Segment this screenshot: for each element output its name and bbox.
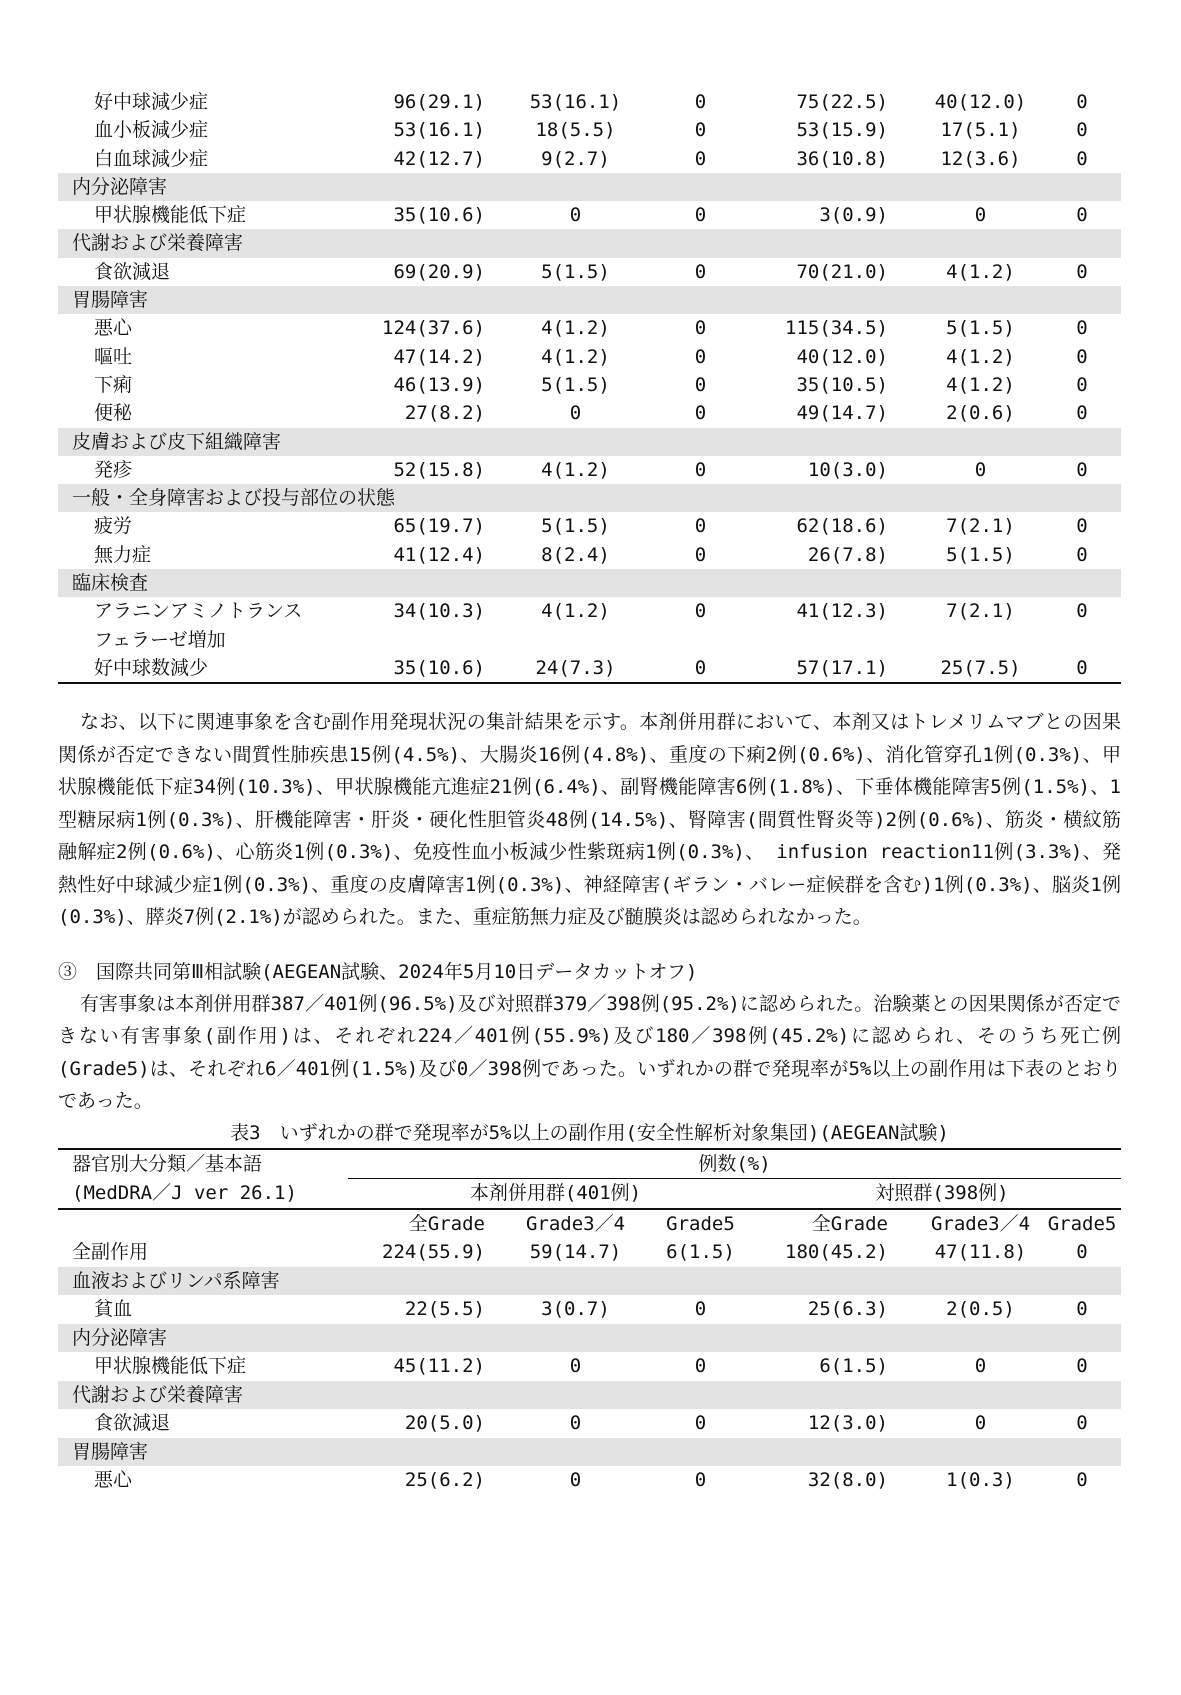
- value-cell: 25(6.2): [404, 1469, 485, 1492]
- table-row: [58, 1352, 1121, 1381]
- value-cell: 0: [1076, 600, 1088, 623]
- term-cell: 好中球数減少: [58, 654, 348, 683]
- value-cell: 224(55.9): [382, 1241, 485, 1264]
- value-cell: 34(10.3): [393, 600, 485, 623]
- value-cell: 35(10.6): [393, 204, 485, 227]
- value-cell: 0: [694, 1412, 707, 1435]
- value-cell: 26(7.8): [807, 543, 888, 566]
- value-cell: 0: [694, 1355, 707, 1378]
- table-row: [58, 597, 1121, 625]
- table3-body: [58, 1238, 1121, 1495]
- value-cell: 36(10.8): [796, 147, 888, 170]
- soc-name: 血液およびリンパ系障害: [58, 1267, 1121, 1296]
- value-cell: 0: [1076, 119, 1088, 142]
- value-cell: 18(5.5): [535, 119, 616, 142]
- header-group-control: 対照群(398例): [763, 1179, 1121, 1209]
- value-cell: 4(1.2): [541, 317, 610, 340]
- soc-name: 代謝および栄養障害: [58, 1381, 1121, 1410]
- value-cell: 0: [1076, 373, 1088, 396]
- term-cell: 食欲減退: [94, 260, 171, 283]
- soc-name: 臨床検査: [58, 569, 1121, 597]
- value-cell: 0: [974, 204, 987, 227]
- value-cell: 10(3.0): [807, 458, 888, 481]
- value-cell: 4(1.2): [946, 373, 1015, 396]
- value-cell: 17(5.1): [940, 119, 1021, 142]
- value-cell: 41(12.4): [393, 543, 485, 566]
- value-cell: 0: [1076, 204, 1088, 227]
- value-cell: 53(16.1): [529, 91, 622, 113]
- value-cell: 0: [1043, 654, 1121, 683]
- value-cell: 4(1.2): [541, 600, 610, 623]
- value-cell: 0: [638, 654, 763, 683]
- term-cell: 便秘: [94, 402, 133, 425]
- value-cell: 69(20.9): [393, 260, 485, 283]
- paragraph-related-events: なお、以下に関連事象を含む副作用発現状況の集計結果を示す。本剤併用群において、本剤又はトレメリムマブとの因果関係が否定できない間質性肺疾患15例(4.5%)、大腸炎16例(4.8%)、重度の下痢2例(0.6%)、消化管穿孔1例(0.3%)、甲状腺機能低下症34例(10.3%)、甲状腺機能亢進症21例(6.4%)、副腎機能障害6例(1.8%)、下垂体機能障害5例(1.5%)、1型糖尿病1例(0.3%)、肝機能障害・肝炎・硬化性胆管炎48例(14.5%)、腎障害(間質性腎炎等)2例(0.6%)、筋炎・横紋筋融解症2例(0.6%)、心筋炎1例(0.3%)、免疫性血小板減少性紫斑病1例(0.3%)、 infusion reaction11例(3.3%)、発熱性好中球減少症1例(0.3%)、重度の皮膚障害1例(0.3%)、神経障害(ギラン・バレー症候群を含む)1例(0.3%)、脳炎1例(0.3%)、膵炎7例(2.1%)が認められた。また、重症筋無力症及び髄膜炎は認められなかった。: [58, 711, 1121, 929]
- value-cell: 35(10.6): [348, 654, 513, 683]
- header-soc-line2: (MedDRA／J ver 26.1): [72, 1181, 297, 1204]
- term-cell: 下痢: [94, 373, 133, 396]
- value-cell: 4(1.2): [541, 458, 610, 481]
- value-cell: 5(1.5): [541, 515, 610, 538]
- term-cell: 無力症: [94, 543, 152, 566]
- value-cell: 9(2.7): [541, 147, 610, 170]
- table-row: [58, 88, 1121, 116]
- value-cell: 0: [1076, 458, 1088, 481]
- value-cell: 0: [694, 458, 707, 481]
- value-cell: 53(15.9): [796, 119, 888, 142]
- value-cell: 0: [1076, 317, 1088, 340]
- table-row: [58, 201, 1121, 229]
- term-cell: 嘔吐: [94, 345, 133, 368]
- value-cell: 0: [694, 345, 707, 368]
- table-row: [58, 343, 1121, 371]
- soc-name: 代謝および栄養障害: [58, 229, 1121, 257]
- term-cell: 疲労: [94, 515, 133, 538]
- header-group-combo: 本剤併用群(401例): [348, 1179, 763, 1209]
- value-cell: 0: [694, 1298, 707, 1321]
- value-cell: 5(1.5): [946, 317, 1015, 340]
- value-cell: 0: [1076, 1355, 1088, 1378]
- value-cell: 0: [694, 373, 707, 396]
- soc-row: [58, 1381, 1121, 1410]
- header-grade-row: [58, 1209, 1121, 1239]
- grade-header: Grade5: [638, 1209, 763, 1239]
- paragraph-aegean-summary: 有害事象は本剤併用群387／401例(96.5%)及び対照群379／398例(95.2%)に認められた。治験薬との因果関係が否定できない有害事象(副作用)は、それぞれ224／401例(55.9%)及び180／398例(45.2%)に認められ、そのうち死亡例(Grade5)は、それぞれ6／401例(1.5%)及び0／398例であった。いずれかの群で発現率が5%以上の副作用は下表のとおりであった。: [58, 992, 1121, 1113]
- value-cell: 25(7.5): [918, 654, 1043, 683]
- value-cell: 12(3.0): [807, 1412, 888, 1435]
- value-cell: 0: [569, 204, 582, 227]
- value-cell: 0: [569, 1355, 582, 1378]
- grade-header: 全Grade: [763, 1209, 918, 1239]
- soc-row: [58, 428, 1121, 456]
- grade-header: Grade5: [1043, 1209, 1121, 1239]
- value-cell: 8(2.4): [541, 543, 610, 566]
- term-cell: アラニンアミノトランス: [94, 600, 303, 623]
- value-cell: 0: [1076, 345, 1088, 368]
- table-row: [58, 1409, 1121, 1438]
- value-cell: 2(0.5): [946, 1298, 1015, 1321]
- value-cell: 3(0.9): [819, 204, 888, 227]
- soc-row: [58, 1324, 1121, 1353]
- soc-name: 胃腸障害: [58, 286, 1121, 314]
- term-cell: 甲状腺機能低下症: [94, 1355, 247, 1378]
- value-cell: 62(18.6): [796, 515, 888, 538]
- value-cell: 4(1.2): [541, 345, 610, 368]
- section-heading-aegean: ③ 国際共同第Ⅲ相試験(AEGEAN試験、2024年5月10日データカットオフ): [58, 960, 698, 983]
- value-cell: 96(29.1): [393, 91, 485, 113]
- value-cell: 6(1.5): [666, 1241, 735, 1264]
- table3-aegean: [58, 1148, 1121, 1495]
- value-cell: 4(1.2): [946, 345, 1015, 368]
- value-cell: 35(10.5): [796, 373, 888, 396]
- value-cell: 0: [694, 91, 707, 113]
- value-cell: 5(1.5): [541, 373, 610, 396]
- value-cell: 46(13.9): [393, 373, 485, 396]
- value-cell: 0: [694, 1469, 707, 1492]
- soc-row: [58, 286, 1121, 314]
- value-cell: 0: [569, 1412, 582, 1435]
- grade-header: Grade3／4: [513, 1209, 638, 1239]
- soc-name: 皮膚および皮下組織障害: [58, 428, 1121, 456]
- value-cell: 0: [1076, 260, 1088, 283]
- value-cell: 22(5.5): [404, 1298, 485, 1321]
- value-cell: 27(8.2): [404, 402, 485, 425]
- value-cell: 0: [1076, 515, 1088, 538]
- term-cell: 食欲減退: [94, 1412, 171, 1435]
- value-cell: [918, 626, 1043, 654]
- value-cell: 0: [569, 1469, 582, 1492]
- soc-row: [58, 1438, 1121, 1467]
- table-row: [58, 541, 1121, 569]
- value-cell: 42(12.7): [393, 147, 485, 170]
- value-cell: 2(0.6): [946, 402, 1015, 425]
- soc-name: 内分泌障害: [58, 173, 1121, 201]
- value-cell: 57(17.1): [763, 654, 918, 683]
- term-continuation-row: [58, 626, 1121, 654]
- table-row: [58, 1466, 1121, 1495]
- soc-name: 胃腸障害: [58, 1438, 1121, 1467]
- value-cell: 0: [694, 260, 707, 283]
- value-cell: 70(21.0): [796, 260, 888, 283]
- value-cell: 53(16.1): [393, 119, 485, 142]
- value-cell: 0: [1076, 91, 1088, 113]
- value-cell: 0: [694, 515, 707, 538]
- table-row: [58, 145, 1121, 173]
- value-cell: 115(34.5): [785, 317, 888, 340]
- value-cell: 0: [1076, 1469, 1088, 1492]
- value-cell: 5(1.5): [946, 543, 1015, 566]
- value-cell: 0: [569, 402, 582, 425]
- term-cell: 全副作用: [72, 1241, 149, 1264]
- grade-header: 全Grade: [348, 1209, 513, 1239]
- table-row: [58, 399, 1121, 427]
- value-cell: [513, 626, 638, 654]
- value-cell: [638, 626, 763, 654]
- value-cell: 0: [1076, 1241, 1088, 1264]
- term-cell: 甲状腺機能低下症: [94, 204, 247, 227]
- value-cell: 0: [1076, 147, 1088, 170]
- value-cell: 7(2.1): [946, 515, 1015, 538]
- value-cell: 41(12.3): [796, 600, 888, 623]
- value-cell: [1043, 626, 1121, 654]
- table-row: [58, 456, 1121, 484]
- value-cell: 0: [694, 147, 707, 170]
- value-cell: 20(5.0): [404, 1412, 485, 1435]
- value-cell: 40(12.0): [796, 345, 888, 368]
- value-cell: 4(1.2): [946, 260, 1015, 283]
- value-cell: 5(1.5): [541, 260, 610, 283]
- value-cell: 0: [1076, 1412, 1088, 1435]
- value-cell: 7(2.1): [946, 600, 1015, 623]
- table-row: [58, 314, 1121, 342]
- value-cell: 40(12.0): [934, 91, 1027, 113]
- term-cell: フェラーゼ増加: [94, 628, 226, 651]
- table-row: [58, 116, 1121, 144]
- value-cell: 25(6.3): [807, 1298, 888, 1321]
- value-cell: [763, 626, 918, 654]
- adverse-reaction-table-continued: [58, 88, 1121, 684]
- table3-caption: 表3 いずれかの群で発現率が5%以上の副作用(安全性解析対象集団)(AEGEAN試験): [230, 1121, 949, 1144]
- value-cell: 124(37.6): [382, 317, 485, 340]
- value-cell: 47(14.2): [393, 345, 485, 368]
- value-cell: 65(19.7): [393, 515, 485, 538]
- value-cell: 0: [694, 204, 707, 227]
- value-cell: 180(45.2): [785, 1241, 888, 1264]
- table-row: [58, 1295, 1121, 1324]
- value-cell: 0: [1076, 543, 1088, 566]
- soc-row: [58, 484, 1121, 512]
- value-cell: 0: [1076, 402, 1088, 425]
- value-cell: 0: [974, 1355, 987, 1378]
- term-cell: 悪心: [94, 1469, 133, 1492]
- soc-row: [58, 229, 1121, 257]
- table-row: [58, 1238, 1121, 1267]
- value-cell: 6(1.5): [819, 1355, 888, 1378]
- value-cell: 75(22.5): [796, 91, 888, 113]
- term-cell: 白血球減少症: [94, 147, 209, 170]
- grade-header: Grade3／4: [918, 1209, 1043, 1239]
- table-row: [58, 512, 1121, 540]
- value-cell: 59(14.7): [529, 1241, 622, 1264]
- header-soc-line1: 器官別大分類／基本語: [58, 1149, 348, 1179]
- document-page: [58, 88, 1121, 1495]
- value-cell: 0: [694, 543, 707, 566]
- term-cell: 血小板減少症: [94, 119, 209, 142]
- value-cell: 0: [974, 458, 987, 481]
- value-cell: 12(3.6): [940, 147, 1021, 170]
- value-cell: 0: [694, 119, 707, 142]
- value-cell: 45(11.2): [393, 1355, 485, 1378]
- soc-row: [58, 173, 1121, 201]
- term-cell: 発疹: [94, 458, 133, 481]
- value-cell: 0: [694, 317, 707, 340]
- term-cell: 悪心: [94, 317, 133, 340]
- value-cell: 24(7.3): [513, 654, 638, 683]
- table-row: [58, 654, 1121, 683]
- value-cell: 0: [1076, 1298, 1088, 1321]
- value-cell: 3(0.7): [541, 1298, 610, 1321]
- header-count: 例数(%): [348, 1149, 1121, 1179]
- table-row: [58, 371, 1121, 399]
- value-cell: 47(11.8): [934, 1241, 1027, 1264]
- value-cell: 52(15.8): [393, 458, 485, 481]
- value-cell: 1(0.3): [946, 1469, 1015, 1492]
- soc-name: 内分泌障害: [58, 1324, 1121, 1353]
- table-body: [58, 88, 1121, 683]
- value-cell: [348, 626, 513, 654]
- value-cell: 0: [694, 402, 707, 425]
- table-row: [58, 258, 1121, 286]
- term-cell: 貧血: [94, 1298, 133, 1321]
- value-cell: 0: [974, 1412, 987, 1435]
- term-cell: 好中球減少症: [94, 91, 209, 113]
- soc-row: [58, 569, 1121, 597]
- value-cell: 49(14.7): [796, 402, 888, 425]
- soc-row: [58, 1267, 1121, 1296]
- soc-name: 一般・全身障害および投与部位の状態: [58, 484, 1121, 512]
- value-cell: 32(8.0): [807, 1469, 888, 1492]
- value-cell: 0: [694, 600, 707, 623]
